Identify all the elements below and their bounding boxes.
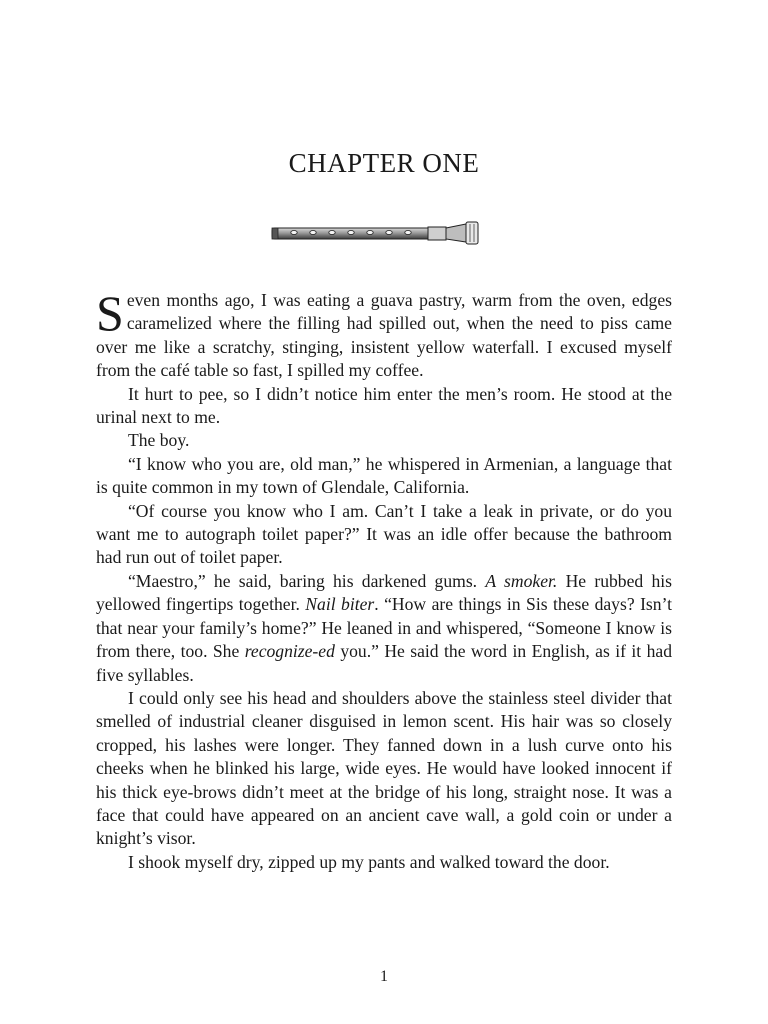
chapter-text <box>96 285 673 874</box>
paragraph-1 <box>96 285 672 383</box>
paragraph-1-text: even months ago, I was eating a guava pastry, warm from the oven, edges caramelized where the filling had spilled out, when the need to piss came over me like a scratchy, stinging, insistent yellow waterfall. I excused myself from the café table so fast, I spilled my coffee. <box>96 290 672 381</box>
paragraph-3: The boy. <box>128 430 190 451</box>
duduk-flute-ornament-icon <box>270 218 490 248</box>
paragraph-8: I shook myself dry, zipped up my pants and walked toward the door. <box>128 851 610 872</box>
paragraph-7: I could only see his head and shoulders above the stainless steel divider that smelled of industrial cleaner disguised in lemon scent. His hair was so closely cropped, his lashes were longer. They fanned down in a lush curve onto his cheeks when he blinked his large, wide eyes. He would have looked innocent if his thick eye-brows didn’t meet at the bridge of his long, straight nose. It was a face that could have appeared on an ancient cave wall, a gold coin or under a knight’s visor. <box>96 687 672 849</box>
paragraph-6 <box>96 570 672 687</box>
drop-cap: S <box>96 285 124 341</box>
paragraph-2: It hurt to pee, so I didn’t notice him enter the men’s room. He stood at the urinal next to me. <box>96 383 672 428</box>
paragraph-4: “I know who you are, old man,” he whispered in Armenian, a language that is quite common in my town of Glendale, California. <box>96 453 672 498</box>
chapter-title: CHAPTER ONE <box>288 148 480 178</box>
paragraph-6-italic-nail-biter: Nail biter <box>305 594 375 615</box>
paragraph-6-italic-recognize-ed: recognize-ed <box>244 641 335 662</box>
paragraph-6-text-e: . “How are things in Sis these days? Isn’t that near your family’s home?” He leaned in and whispered, “Someone I know is from there, too. She <box>96 594 673 662</box>
paragraph-5: “Of course you know who I am. Can’t I take a leak in private, or do you want me to autograph toilet paper?” It was an idle offer because the bathroom had run out of toilet paper. <box>96 500 672 568</box>
paragraph-6-italic-smoker: A smoker. <box>485 570 558 591</box>
paragraph-6-text-a: “Maestro,” he said, baring his darkened gums. <box>128 570 486 591</box>
paragraph-6-text-c: He rubbed his yellowed fingertips together. <box>96 570 673 615</box>
paragraph-6-text-g: you.” He said the word in English, as if it had five syllables. <box>96 641 672 685</box>
page-number: 1 <box>380 968 388 985</box>
